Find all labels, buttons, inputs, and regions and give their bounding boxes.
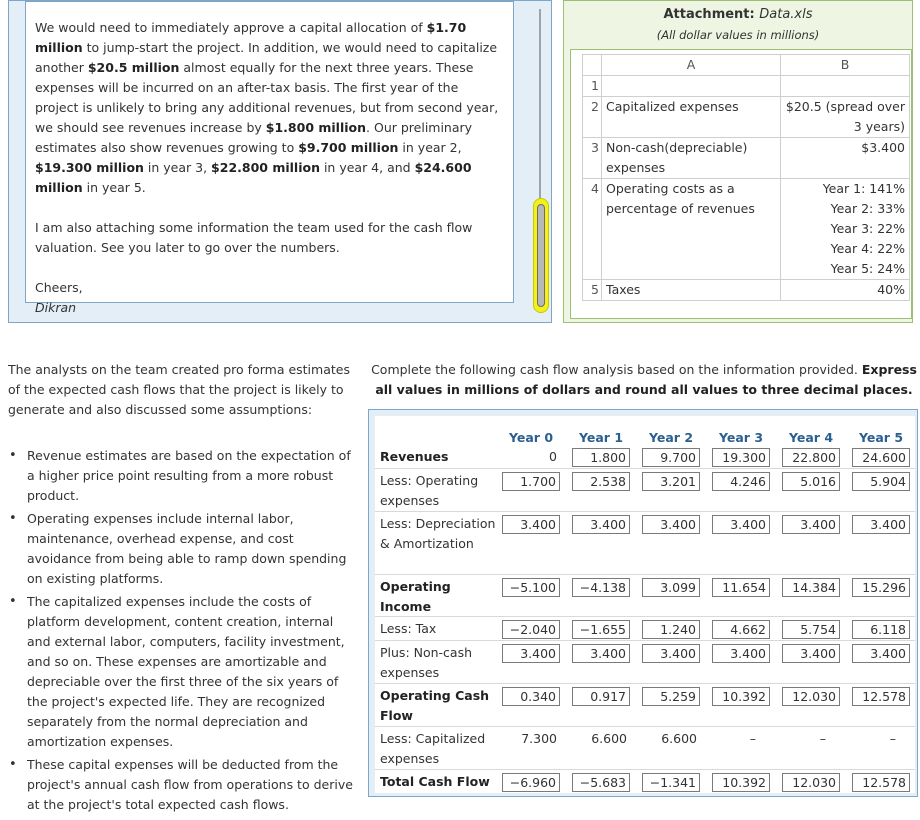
instructions-text: Complete the following cash flow analysis based on the information provided. [371, 362, 862, 377]
value-input[interactable]: 3.400 [502, 644, 560, 663]
value-cell: – [819, 731, 826, 746]
value-input[interactable]: 12.578 [852, 773, 910, 792]
value-cell: 0 [549, 449, 557, 464]
column-header-a: A [602, 55, 781, 76]
value-cell: 7.300 [521, 731, 557, 746]
value-input[interactable]: 3.400 [712, 515, 770, 534]
year-header: Year 1 [578, 430, 624, 445]
value-input[interactable]: −1.655 [572, 620, 630, 639]
email-amount: $24.600 million [35, 160, 472, 195]
spreadsheet-frame [570, 49, 912, 319]
cell-b2: $20.5 (spread over 3 years) [781, 97, 910, 138]
assumptions-list [8, 446, 358, 818]
list-item: • The capitalized expenses include the costs of platform development, content creation, internal and external labor, computers, facility investment, and so on. These expenses are amortizable and depreciable over the first three of the six years of the project's expected life. They are recognized separately from the normal depreciation and amortization expenses. [8, 592, 358, 752]
scrollbar-thumb[interactable] [533, 198, 549, 313]
value-input[interactable]: 6.118 [852, 620, 910, 639]
email-amount: $9.700 million [298, 140, 399, 155]
email-amount: $20.5 million [87, 60, 180, 75]
email-text: to jump-start the project. In addition, we would need to capitalize another [35, 40, 498, 75]
cell-b3: $3.400 [781, 138, 910, 179]
email-text: in year 3, [143, 160, 212, 175]
cell-b4-line: Year 2: 33% [830, 201, 905, 216]
cell-a2: Capitalized expenses [602, 97, 781, 138]
row-divider [375, 511, 915, 512]
row-number: 2 [583, 97, 602, 138]
cell-a1 [602, 76, 781, 97]
row-number: 5 [583, 280, 602, 301]
cell-a3: Non-cash(depreciable) expenses [602, 138, 781, 179]
cell-b4-line: Year 3: 22% [830, 221, 905, 236]
value-input[interactable]: −5.683 [572, 773, 630, 792]
email-text: . Our preliminary estimates also show revenues growing to [35, 120, 473, 155]
instructions-emphasis: Express all values in millions of dollars and round all values to three decimal places. [375, 362, 917, 397]
value-input[interactable]: 1.800 [572, 448, 630, 467]
value-input[interactable]: 1.700 [502, 472, 560, 491]
cell-a5: Taxes [602, 280, 781, 301]
value-input[interactable]: −2.040 [502, 620, 560, 639]
value-input[interactable]: 11.654 [712, 578, 770, 597]
value-input[interactable]: 10.392 [712, 773, 770, 792]
value-input[interactable]: 3.400 [852, 515, 910, 534]
email-signature: Dikran [35, 300, 77, 315]
row-divider [375, 769, 915, 770]
cell-b4-line: Year 1: 141% [822, 181, 905, 196]
value-input[interactable]: 5.904 [852, 472, 910, 491]
value-input[interactable]: 2.538 [572, 472, 630, 491]
year-header: Year 5 [858, 430, 904, 445]
value-input[interactable]: −5.100 [502, 578, 560, 597]
row-label: Less: Capitalized expenses [380, 731, 486, 766]
cell-a4: Operating costs as a percentage of revenues [602, 179, 781, 280]
row-label: Operating Income [380, 579, 451, 614]
spreadsheet-table [582, 54, 910, 301]
scrollbar-thumb-grip[interactable] [537, 204, 545, 307]
value-input[interactable]: −6.960 [502, 773, 560, 792]
year-header: Year 2 [648, 430, 694, 445]
value-input[interactable]: 3.400 [782, 644, 840, 663]
value-input[interactable]: 4.662 [712, 620, 770, 639]
year-header: Year 3 [718, 430, 764, 445]
row-number: 3 [583, 138, 602, 179]
email-text: in year 2, [398, 140, 462, 155]
value-input[interactable]: 3.400 [642, 644, 700, 663]
email-text: in year 4, and [319, 160, 415, 175]
instructions [368, 360, 920, 400]
analysts-intro: The analysts on the team created pro forma estimates of the expected cash flows that the project is likely to generate and also discussed some assumptions: [8, 362, 350, 417]
value-input[interactable]: 3.400 [502, 515, 560, 534]
row-divider [375, 683, 915, 684]
value-input[interactable]: 12.578 [852, 687, 910, 706]
value-input[interactable]: 3.201 [642, 472, 700, 491]
email-amount: $22.800 million [211, 160, 320, 175]
row-number: 1 [583, 76, 602, 97]
email-amount: $1.70 million [35, 20, 467, 55]
attachment-title: Attachment: Data.xls [663, 7, 813, 22]
value-input[interactable]: 3.400 [782, 515, 840, 534]
value-cell: – [749, 731, 756, 746]
email-panel [8, 0, 552, 323]
row-label: Operating Cash Flow [380, 688, 490, 723]
value-cell: 6.600 [591, 731, 627, 746]
row-label: Revenues [380, 449, 449, 464]
email-paragraph-1 [35, 18, 503, 198]
cell-b5: 40% [781, 280, 910, 301]
cell-b4-line: Year 5: 24% [830, 261, 905, 276]
value-input[interactable]: 12.030 [782, 687, 840, 706]
row-divider [375, 574, 915, 575]
value-input[interactable]: 12.030 [782, 773, 840, 792]
row-divider [375, 726, 915, 727]
value-input[interactable]: −4.138 [572, 578, 630, 597]
value-input[interactable]: 3.400 [642, 515, 700, 534]
cell-b1 [781, 76, 910, 97]
value-input[interactable]: −1.341 [642, 773, 700, 792]
cell-b4-line: Year 4: 22% [830, 241, 905, 256]
value-input[interactable]: 5.754 [782, 620, 840, 639]
value-cell: – [889, 731, 896, 746]
value-input[interactable]: 0.340 [502, 687, 560, 706]
row-divider [375, 616, 915, 617]
email-amount: $19.300 million [35, 160, 144, 175]
value-input[interactable]: 4.246 [712, 472, 770, 491]
value-input[interactable]: 14.384 [782, 578, 840, 597]
cash-flow-table [375, 416, 915, 793]
value-input[interactable]: 24.600 [852, 448, 910, 467]
row-divider [375, 468, 915, 469]
value-input[interactable]: 0.917 [572, 687, 630, 706]
row-label: Total Cash Flow [380, 774, 490, 789]
value-input[interactable]: 3.099 [642, 578, 700, 597]
value-input[interactable]: 15.296 [852, 578, 910, 597]
value-input[interactable]: 5.259 [642, 687, 700, 706]
value-input[interactable]: 3.400 [712, 644, 770, 663]
row-label: Less: Depreciation & Amortization [380, 516, 496, 551]
value-input[interactable]: 19.300 [712, 448, 770, 467]
value-cell: 6.600 [661, 731, 697, 746]
list-item: • Revenue estimates are based on the expectation of a higher price point resulting from a more robust product. [8, 446, 358, 506]
value-input[interactable]: 3.400 [572, 515, 630, 534]
value-input[interactable]: 10.392 [712, 687, 770, 706]
value-input[interactable]: 3.400 [572, 644, 630, 663]
row-label: Plus: Non-cash expenses [380, 645, 473, 680]
attachment-panel [563, 0, 913, 323]
cash-flow-panel [368, 409, 918, 797]
year-header: Year 4 [788, 430, 834, 445]
value-input[interactable]: 9.700 [642, 448, 700, 467]
email-closing: Cheers, [35, 280, 83, 295]
row-label: Less: Operating expenses [380, 473, 479, 508]
attachment-subtitle: (All dollar values in millions) [656, 28, 820, 42]
value-input[interactable]: 22.800 [782, 448, 840, 467]
email-paragraph-2: I am also attaching some information the team used for the cash flow valuation. See you later to go over the numbers. [35, 220, 473, 255]
column-header-b: B [781, 55, 910, 76]
spreadsheet-corner [583, 55, 602, 76]
email-text: We would need to immediately approve a capital allocation of [35, 20, 427, 35]
row-number: 4 [583, 179, 602, 280]
value-input[interactable]: 1.240 [642, 620, 700, 639]
email-message [25, 1, 514, 315]
cell-b4 [781, 179, 910, 280]
list-item: • Operating expenses include internal labor, maintenance, overhead expense, and cost avoidance from being able to ramp down spending on existing platforms. [8, 509, 358, 589]
value-input[interactable]: 5.016 [782, 472, 840, 491]
email-text: almost equally for the next three years. These expenses will be incurred on an after-tax basis. The first year of the project is unlikely to bring any additional revenues, but from second year, we should see revenues increase by [35, 60, 499, 135]
email-amount: $1.800 million [265, 120, 367, 135]
email-text: in year 5. [82, 180, 146, 195]
row-label: Less: Tax [380, 621, 437, 636]
value-input[interactable]: 3.400 [852, 644, 910, 663]
year-header: Year 0 [508, 430, 554, 445]
list-item: • These capital expenses will be deducted from the project's annual cash flow from operations to derive at the project's total expected cash flows. [8, 755, 358, 815]
row-divider [375, 640, 915, 641]
